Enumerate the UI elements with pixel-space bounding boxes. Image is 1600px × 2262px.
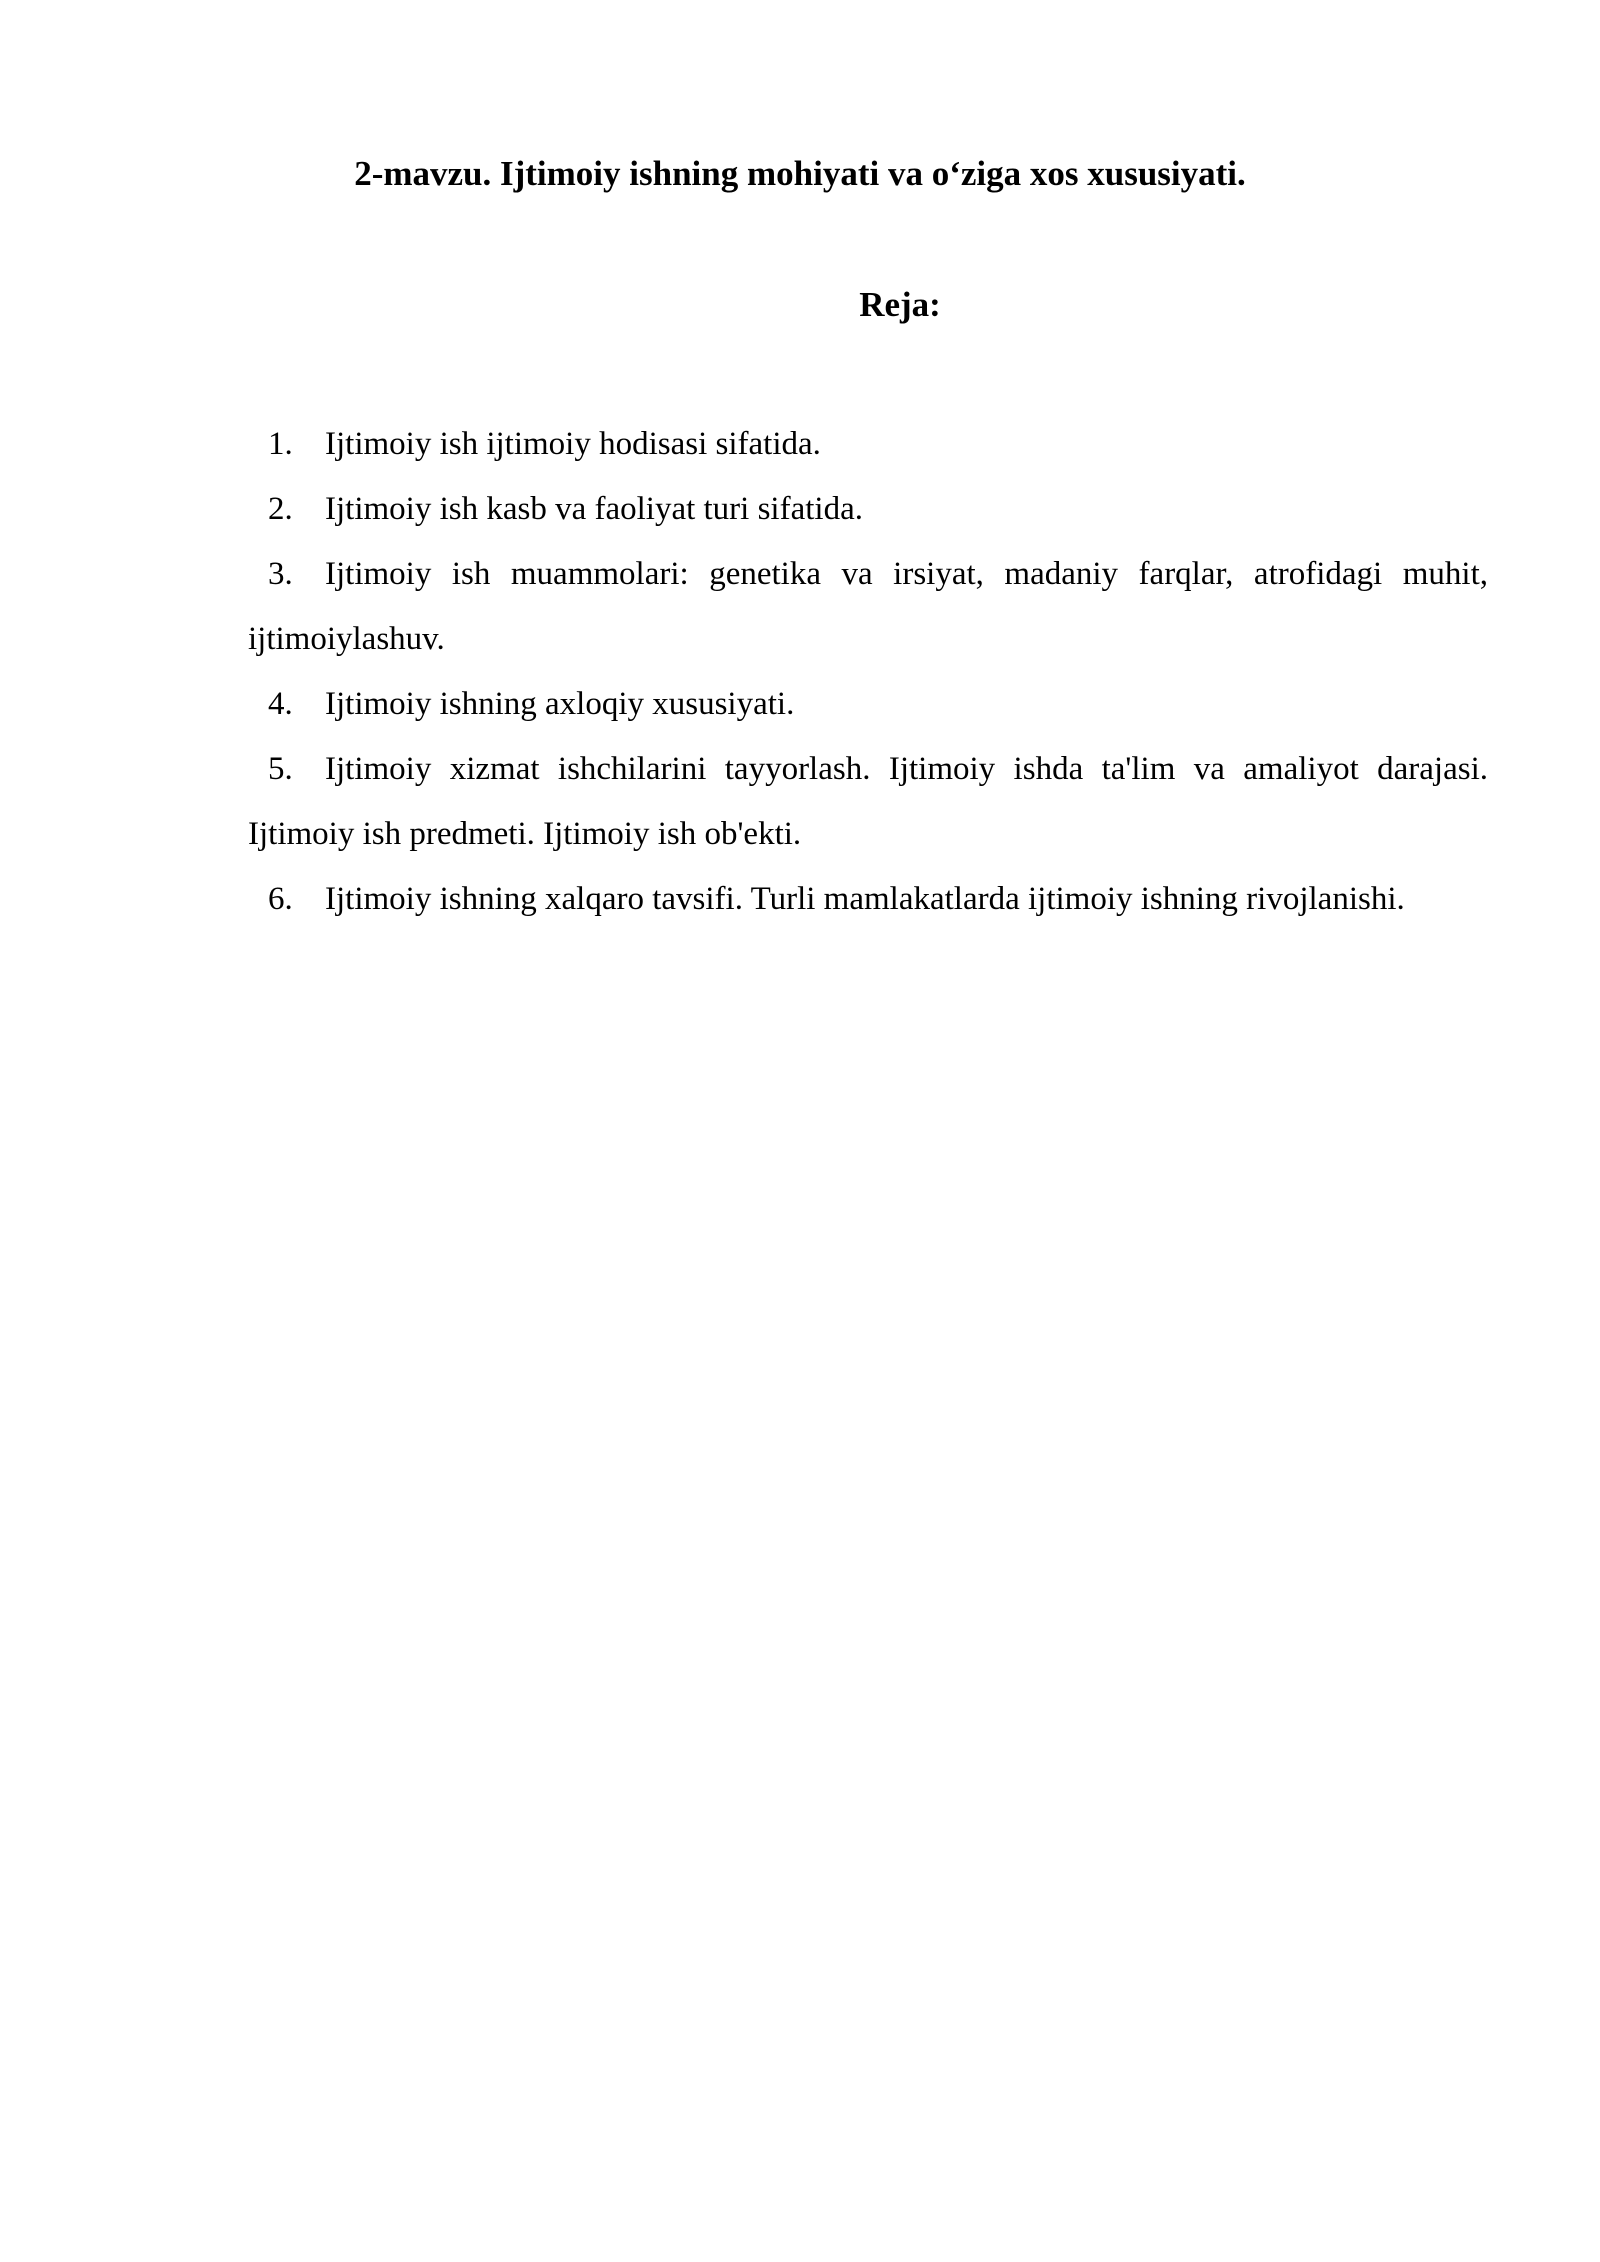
plan-item-2 [248,477,1488,542]
plan-item-6 [248,867,1488,932]
plan-item-3 [248,542,1488,672]
plan-heading: Reja: [859,285,941,324]
plan-item-number: 1. [268,426,293,462]
plan-item-4 [248,672,1488,737]
plan-item-5 [248,737,1488,867]
plan-item-number: 3. [268,556,293,592]
plan-item-text: Ijtimoiy ish ijtimoiy hodisasi sifatida. [325,426,821,462]
page-title-text: 2-mavzu. Ijtimoiy ishning mohiyati va o‘ziga xos xususiyati. [354,154,1246,193]
plan-item-text: Ijtimoiy xizmat ishchilarini tayyorlash. Ijtimoiy ishda ta'lim va amaliyot darajasi. Ijtimoiy ish predmeti. Ijtimoiy ish ob'ekti. [248,751,1488,852]
plan-item-number: 2. [268,491,293,527]
page-title [0,152,1600,196]
plan-item-text: Ijtimoiy ishning axloqiy xususiyati. [325,686,795,722]
plan-list [248,412,1488,932]
plan-item-number: 6. [268,881,293,917]
plan-item-text: Ijtimoiy ishning xalqaro tavsifi. Turli mamlakatlarda ijtimoiy ishning rivojlanishi. [325,881,1405,917]
plan-item-number: 4. [268,686,293,722]
plan-item-number: 5. [268,751,293,787]
plan-item-text: Ijtimoiy ish muammolari: genetika va irsiyat, madaniy farqlar, atrofidagi muhit, ijtimoiylashuv. [248,556,1488,657]
plan-item-1 [248,412,1488,477]
plan-item-text: Ijtimoiy ish kasb va faoliyat turi sifatida. [325,491,863,527]
